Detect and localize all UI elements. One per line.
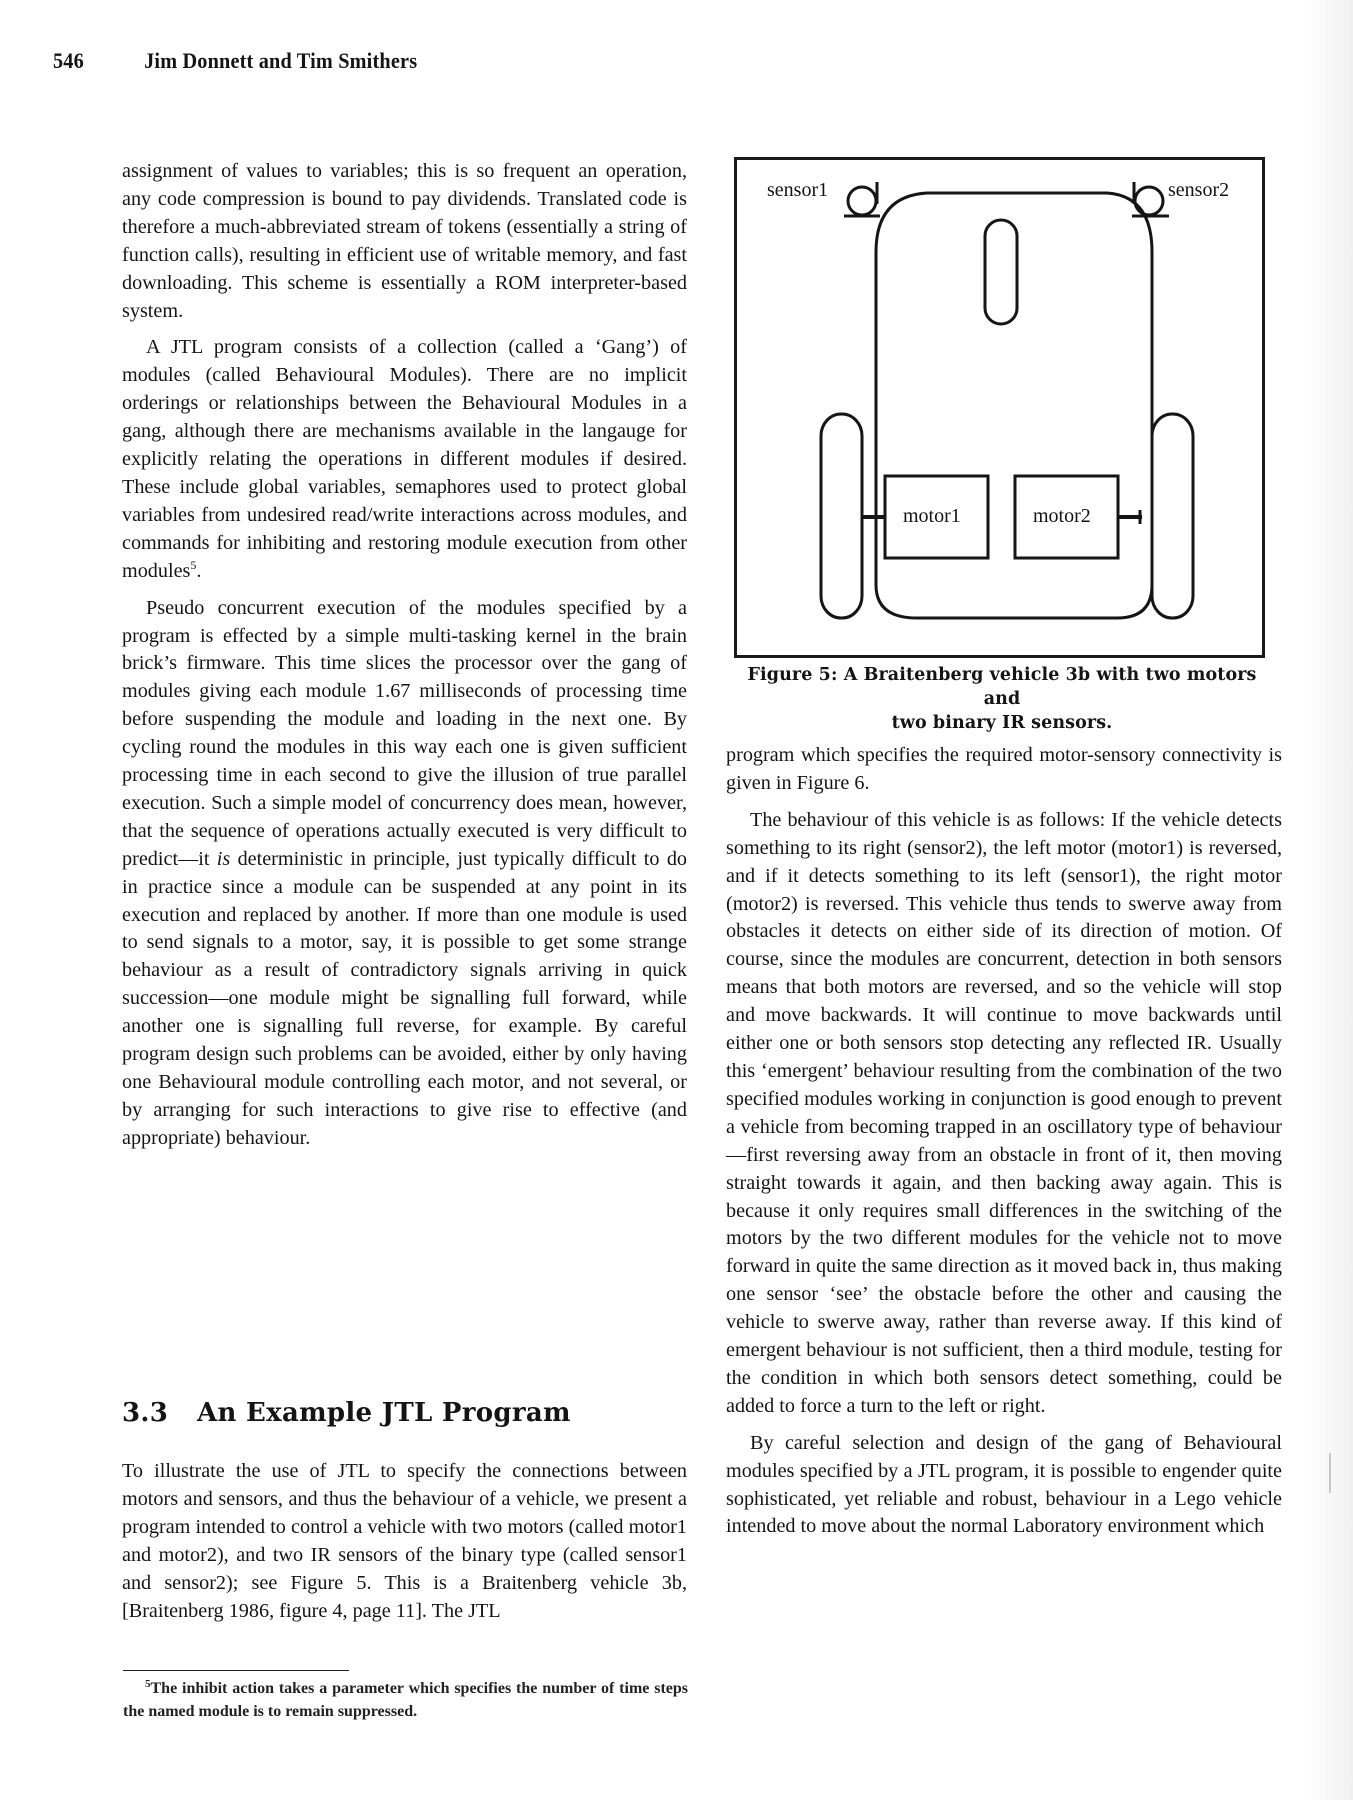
margin-mark [1329,1453,1331,1493]
footnote-rule [123,1670,349,1671]
paragraph-text: A JTL program consists of a collection (called a ‘Gang’) of modules (called Behavioural Modules). There are no implicit orderings or relationships between the Behavioural Modules in a gang, although there are mechanisms available in the langauge for explicitly relating the operations in different modules if desired. These include global variables, semaphores used to protect global variables from undesired read/write interactions across modules, and commands for inhibiting and restoring module execution from other modules [122,336,687,582]
paragraph-vehicle-behaviour: The behaviour of this vehicle is as follows: If the vehicle detects something to its right (sensor2), the left motor (motor1) is reversed, and if it detects something to its left (sensor1), the right motor (motor2) is reversed. This vehicle thus tends to swerve away from obstacles it detects on either side of its direction of motion. Of course, since the modules are concurrent, detection in both sensors means that both motors are reversed, and so the vehicle will stop and move backwards. It will continue to move backwards until either one or both sensors stop detecting any reflected IR. Usually this ‘emergent’ behaviour resulting from the combination of the two specified modules working in conjunction is good enough to prevent a vehicle from becoming trapped in an oscillatory type of behaviour—first reversing away from an obstacle in front of it, then moving straight towards it again, and then backing away again. This is because it only requires small differences in the switching of the motors by the two different modules for the vehicle not to move forward in quite the same direction as it moved back in, thus making one sensor ‘see’ the obstacle before the other and causing the vehicle to swerve away, rather than reverse away. If this kind of emergent behaviour is not sufficient, then a third module, testing for the condition in which both sensors detect something, could be added to force a turn to the left or right. [726,808,1282,1417]
running-head [53,48,417,74]
paragraph-example-intro: To illustrate the use of JTL to specify the connections between motors and sensors, and thus the behaviour of a vehicle, we present a program intended to control a vehicle with two motors (called motor1 and motor2), and two IR sensors of the binary type (called sensor1 and sensor2); see Figure 5. This is a Braitenberg vehicle 3b, [Braitenberg 1986, figure 4, page 11]. The JTL [122,1460,687,1622]
label-motor2: motor2 [1033,505,1091,527]
page-edge-shadow [1307,0,1353,1800]
period: . [196,559,202,582]
paragraph-code-compression: assignment of values to variables; this is so frequent an operation, any code compression is bound to pay dividends. Translated code is therefore a much-abbreviated stream of tokens (essentially a string of function calls), resulting in efficient use of writable memory, and fast downloading. This scheme is essentially a ROM interpreter-based system. [122,160,687,322]
paragraph-program-connectivity: program which specifies the required motor-sensory connectivity is given in Figure 6. [726,744,1282,794]
caster-wheel [985,220,1017,324]
left-wheel [821,414,862,618]
footnote [123,1677,688,1723]
paragraph-concurrency [122,595,687,1153]
footnote-text: The inhibit action takes a parameter which specifies the number of time steps the named module is to remain suppressed. [123,1680,688,1720]
paragraph-text: deterministic in principle, just typically difficult to do in practice since a module can be suspended at any point in its execution and replaced by another. If more than one module is used to send signals to a motor, say, it is possible to get some strange behaviour as a result of contradictory signals arriving in quick succession—one module might be signalling full forward, while another one is signalling full reverse, for example. By careful program design such problems can be avoided, either by only having one Behavioural module controlling each motor, and not several, or by arranging for such interactions to give rise to effective (and appropriate) behaviour. [122,847,688,1149]
label-sensor1: sensor1 [767,179,829,201]
section-title: An Example JTL Program [197,1398,571,1428]
right-wheel [1152,414,1193,618]
paragraph-jtl-gang [122,334,687,585]
section-heading [122,1398,571,1428]
vehicle-diagram [737,160,1268,661]
author-names: Jim Donnett and Tim Smithers [144,48,418,73]
section-number: 3.3 [122,1398,169,1428]
page-number: 546 [53,48,84,73]
sensor2-icon [1135,187,1163,215]
figure-5-braitenberg-vehicle [734,157,1265,658]
paragraph-careful-selection: By careful selection and design of the gang of Behavioural modules specified by a JTL program, it is possible to engender quite sophisticated, yet reliable and robust, behaviour in a Lego vehicle intended to move about the normal Laboratory environment which [726,1431,1282,1538]
sensor1-icon [848,187,876,215]
footnote-reference[interactable]: 5 [190,557,197,572]
caption-line-1: Figure 5: A Braitenberg vehicle 3b with two motors and [747,665,1257,709]
section-body [122,1458,687,1625]
caption-line-2: two binary IR sensors. [891,713,1113,733]
label-sensor2: sensor2 [1168,179,1230,201]
footnote-marker: 5 [145,1678,151,1690]
right-column [726,742,1282,1541]
left-column [122,158,687,1153]
emphasis-is: is [216,847,231,870]
paragraph-text: Pseudo concurrent execution of the modules specified by a program is effected by a simple multi-tasking kernel in the brain brick’s firmware. This time slices the processor over the gang of modules giving each module 1.67 milliseconds of processing time before suspending the module and loading in the next one. By cycling round the modules in this way each one is given sufficient processing time in each second to give the illusion of true parallel execution. Such a simple model of concurrency does mean, however, that the sequence of operations actually executed is very difficult to predict—it [122,596,687,870]
label-motor1: motor1 [903,505,961,527]
figure-caption [734,663,1270,735]
